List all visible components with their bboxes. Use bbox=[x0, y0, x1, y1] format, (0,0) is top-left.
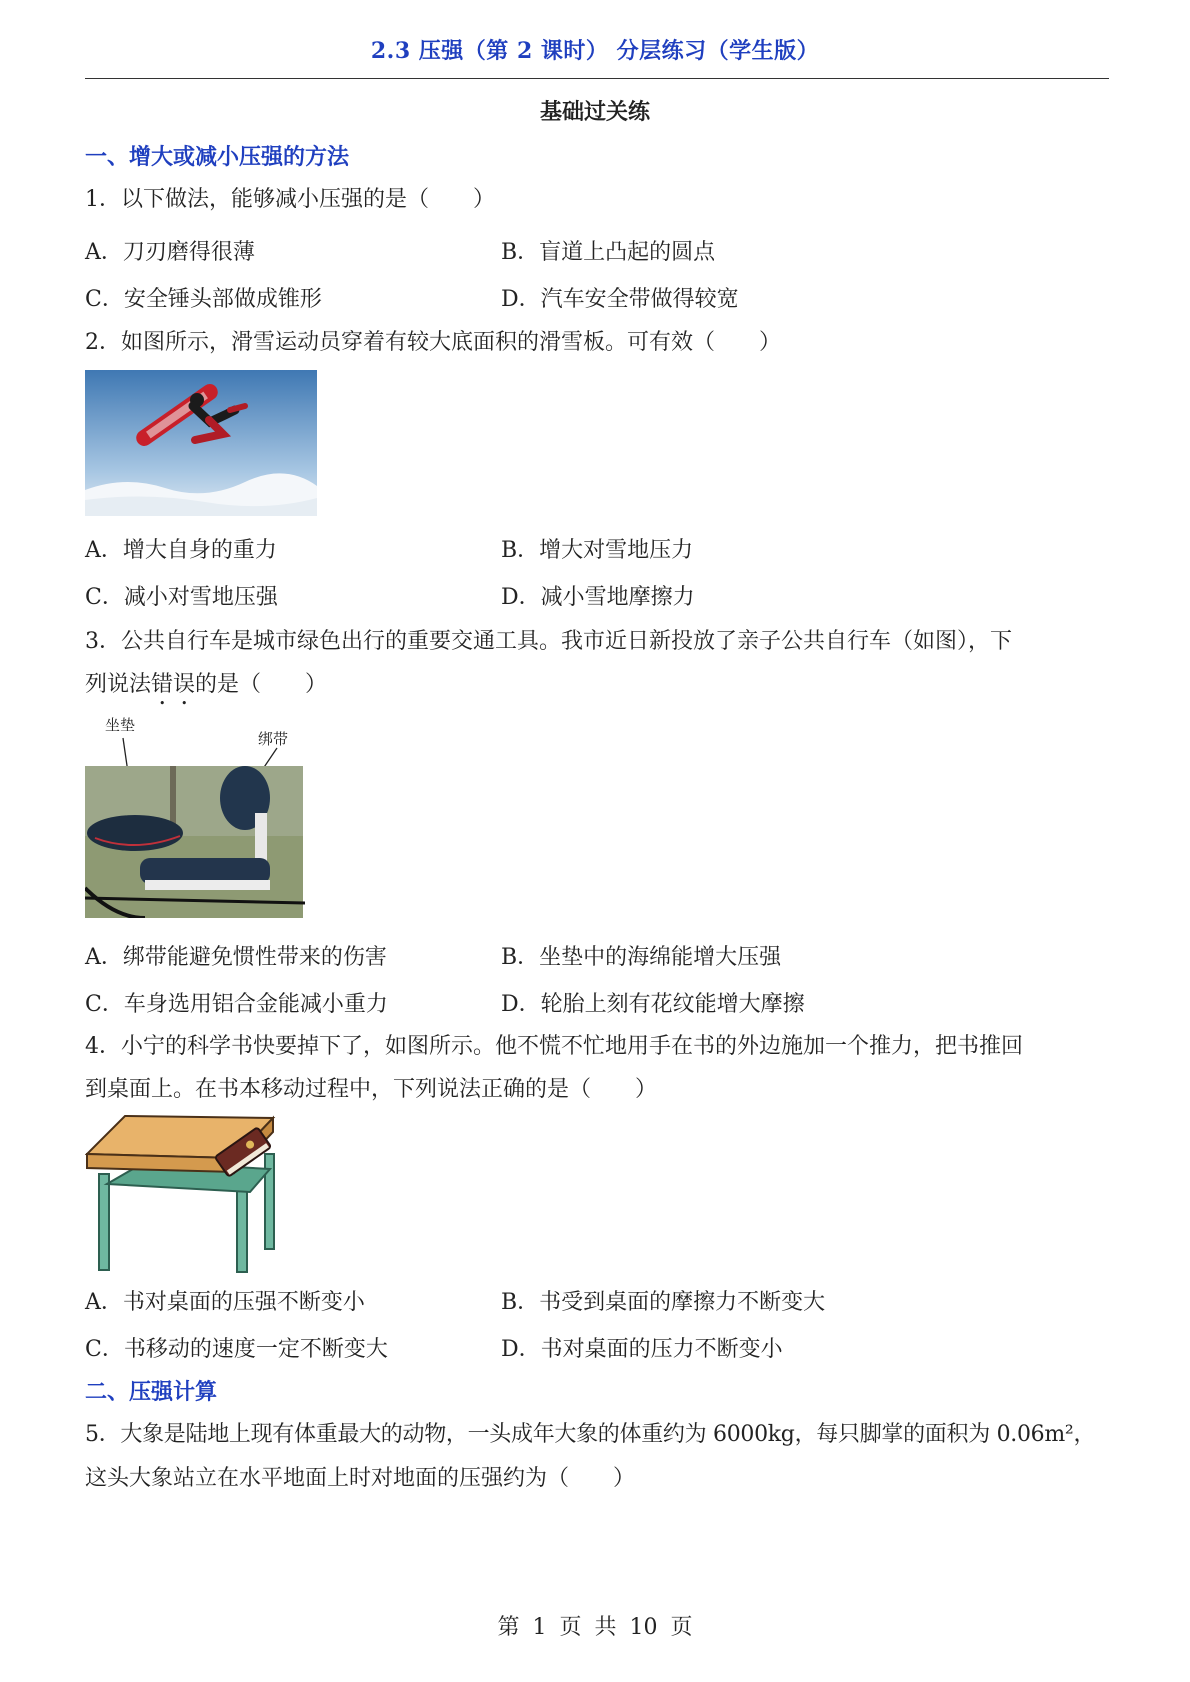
page-subtitle: 基础过关练 bbox=[539, 99, 650, 125]
question-4-line-2: 到桌面上。在书本移动过程中，下列说法正确的是（ ） bbox=[85, 1077, 658, 1102]
q4-option-a: A．书对桌面的压强不断变小 bbox=[85, 1290, 365, 1315]
question-5-line-1: 5．大象是陆地上现有体重最大的动物，一头成年大象的体重约为 6000kg，每只脚掌的面积为 0.06m²， bbox=[85, 1422, 1096, 1447]
section-heading-2: 二、压强计算 bbox=[85, 1379, 218, 1405]
q3-option-c: C．车身选用铝合金能减小重力 bbox=[85, 992, 388, 1017]
label-strap: 绑带 bbox=[258, 730, 289, 748]
question-1: 1．以下做法，能够减小压强的是（ ） bbox=[85, 187, 495, 212]
q2-option-d: D．减小雪地摩擦力 bbox=[501, 585, 695, 610]
q1-option-b: B．盲道上凸起的圆点 bbox=[501, 240, 716, 265]
q4-option-d: D．书对桌面的压力不断变小 bbox=[501, 1337, 783, 1362]
question-3-line-1: 3．公共自行车是城市绿色出行的重要交通工具。我市近日新投放了亲子公共自行车（如图），下 bbox=[85, 629, 1013, 654]
header-divider bbox=[85, 78, 1109, 79]
q1-option-d: D．汽车安全带做得较宽 bbox=[501, 287, 739, 312]
q4-option-b: B．书受到桌面的摩擦力不断变大 bbox=[501, 1290, 826, 1315]
question-4-line-1: 4．小宁的科学书快要掉下了，如图所示。他不慌不忙地用手在书的外边施加一个推力，把书推回 bbox=[85, 1034, 1024, 1059]
label-seat: 坐垫 bbox=[105, 716, 136, 734]
q2-option-a: A．增大自身的重力 bbox=[85, 538, 277, 563]
q2-option-c: C．减小对雪地压强 bbox=[85, 585, 278, 610]
question-5-line-2: 这头大象站立在水平地面上时对地面的压强约为（ ） bbox=[85, 1466, 636, 1491]
q2-option-b: B．增大对雪地压力 bbox=[501, 538, 694, 563]
q3-option-a: A．绑带能避免惯性带来的伤害 bbox=[85, 945, 387, 970]
question-2: 2．如图所示，滑雪运动员穿着有较大底面积的滑雪板。可有效（ ） bbox=[85, 330, 781, 355]
bicycle-image bbox=[85, 728, 305, 918]
table-book-image bbox=[85, 1114, 295, 1274]
emphasis-word: 错误 bbox=[151, 672, 196, 697]
snowboarder-image bbox=[85, 370, 317, 516]
question-3-line-2: 列说法错误的是（ ） bbox=[85, 672, 328, 697]
page-footer: 第 1 页 共 10 页 bbox=[497, 1615, 693, 1640]
q4-option-c: C．书移动的速度一定不断变大 bbox=[85, 1337, 388, 1362]
q1-option-a: A．刀刃磨得很薄 bbox=[85, 240, 255, 265]
page-title: 2.3 压强（第 2 课时） 分层练习（学生版） bbox=[370, 38, 820, 64]
q1-option-c: C．安全锤头部做成锥形 bbox=[85, 287, 322, 312]
q3-option-d: D．轮胎上刻有花纹能增大摩擦 bbox=[501, 992, 805, 1017]
q3-option-b: B．坐垫中的海绵能增大压强 bbox=[501, 945, 782, 970]
section-heading-1: 一、增大或减小压强的方法 bbox=[85, 144, 350, 170]
